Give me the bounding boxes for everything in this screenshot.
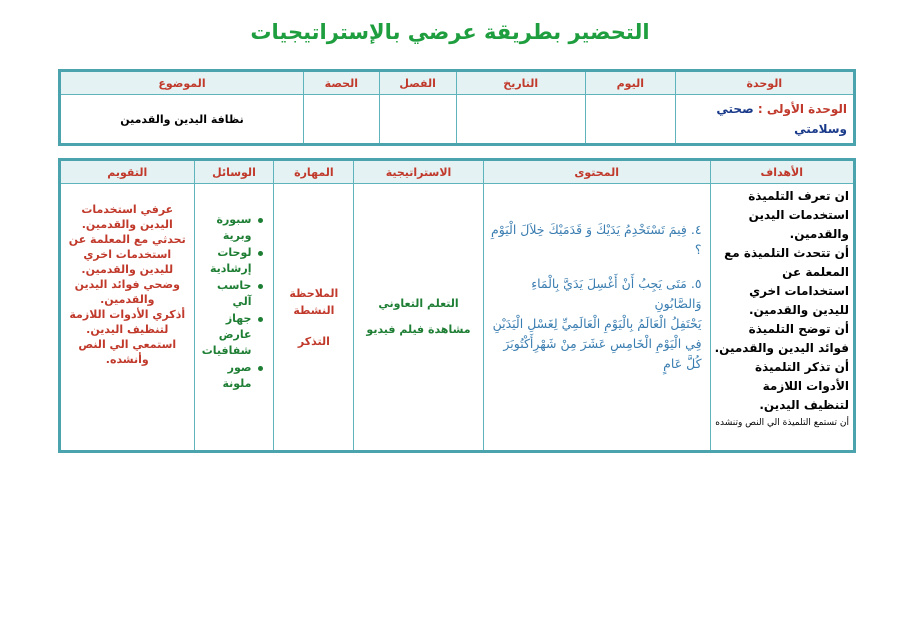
evaluation-item: استمعي الي النص وأنشده. bbox=[78, 338, 177, 366]
date-value bbox=[456, 95, 585, 145]
header-date: التاريخ bbox=[456, 71, 585, 95]
unit-name: صحتي وسلامتي bbox=[716, 102, 847, 136]
evaluation-item: تحدثي مع المعلمة عن استخدمات اخري لليدين والقدمين. bbox=[68, 233, 186, 276]
header-unit: الوحدة bbox=[675, 71, 854, 95]
tool-item: صور ملونة bbox=[199, 360, 252, 392]
bullet-icon bbox=[258, 366, 263, 371]
content-cell bbox=[483, 184, 710, 452]
content-question: ٥. مَتَى يَجِبُ أَنْ أَغْسِلَ يَدَيَّ بِالْمَاءِ وَالصَّابُونِ bbox=[531, 276, 702, 311]
header-goals: الأهداف bbox=[710, 160, 854, 184]
header-evaluation: التقويم bbox=[60, 160, 195, 184]
header-tools: الوسائل bbox=[194, 160, 274, 184]
strategy-item: مشاهدة فيلم فيديو bbox=[366, 323, 471, 336]
tool-item: حاسب آلي bbox=[199, 278, 252, 310]
header-class: الفصل bbox=[379, 71, 456, 95]
skill-item: النشطة bbox=[293, 303, 335, 317]
skill-item: التذكر bbox=[297, 334, 330, 348]
skill-cell bbox=[274, 184, 354, 452]
bullet-icon bbox=[258, 317, 263, 322]
header-period: الحصة bbox=[303, 71, 379, 95]
day-value bbox=[585, 95, 675, 145]
goal-item: أن تستمع التلميذة الي النص وتنشده bbox=[715, 418, 849, 428]
strategy-cell bbox=[354, 184, 484, 452]
goal-item: أن تتحدث التلميذة مع المعلمة عن استخدامات اخري لليدين والقدمين. bbox=[724, 246, 849, 317]
tool-item: سبورة وبرية bbox=[199, 212, 252, 244]
header-content: المحتوى bbox=[483, 160, 710, 184]
class-value bbox=[379, 95, 456, 145]
evaluation-cell bbox=[60, 184, 195, 452]
tool-item: جهاز عارض شفافيات bbox=[199, 311, 252, 359]
page-title: التحضير بطريقة عرضي بالإستراتيجيات bbox=[250, 20, 650, 44]
bullet-icon bbox=[258, 284, 263, 289]
unit-label: الوحدة الأولى : bbox=[757, 102, 847, 116]
lesson-plan-table bbox=[58, 158, 856, 453]
content-question: ٤. فِيمَ تَسْتَخْدِمُ يَدَيْكَ وَ قَدَمَيْكَ خِلاَلَ الْيَوْمِ ؟ bbox=[491, 222, 702, 257]
header-skill: المهارة bbox=[274, 160, 354, 184]
period-value bbox=[303, 95, 379, 145]
evaluation-item: أذكري الأدوات اللازمة لتنظيف اليدين. bbox=[69, 308, 186, 336]
strategy-item: التعلم التعاوني bbox=[378, 297, 459, 310]
header-topic: الموضوع bbox=[60, 71, 304, 95]
skill-item: الملاحظة bbox=[289, 286, 339, 300]
goal-item: أن تذكر التلميذة الأدوات اللازمة لتنظيف اليدين. bbox=[755, 360, 849, 412]
evaluation-item: وضحي فوائد اليدين والقدمين. bbox=[74, 278, 180, 306]
header-strategy: الاستراتيجية bbox=[354, 160, 484, 184]
content-fact: يَحْتَفِلُ الْعَالَمُ بِالْيَوْمِ الْعَالَمِيِّ لِغَسْلِ الْيَدَيْنِ فِي الْيَوْمِ الْخَامِسِ عَشَرَ مِنْ شَهْرِأَكْتُوبَرَ كُلَّ عَامٍ bbox=[492, 316, 702, 371]
tool-item: لوحات إرشادية bbox=[199, 245, 252, 277]
evaluation-item: عرفي استخدمات اليدين والقدمين. bbox=[81, 203, 174, 231]
tools-list bbox=[199, 212, 266, 392]
goal-item: أن توضح التلميذة فوائد اليدين والقدمين. bbox=[714, 322, 849, 355]
unit-value bbox=[675, 95, 854, 145]
lesson-info-table bbox=[58, 69, 856, 146]
tools-cell bbox=[194, 184, 274, 452]
topic-value: نظافة اليدين والقدمين bbox=[60, 95, 304, 145]
header-day: اليوم bbox=[585, 71, 675, 95]
bullet-icon bbox=[258, 251, 263, 256]
goal-item: ان تعرف التلميذة استخدمات اليدين والقدمين. bbox=[748, 189, 849, 241]
bullet-icon bbox=[258, 218, 263, 223]
goals-cell bbox=[710, 184, 854, 452]
